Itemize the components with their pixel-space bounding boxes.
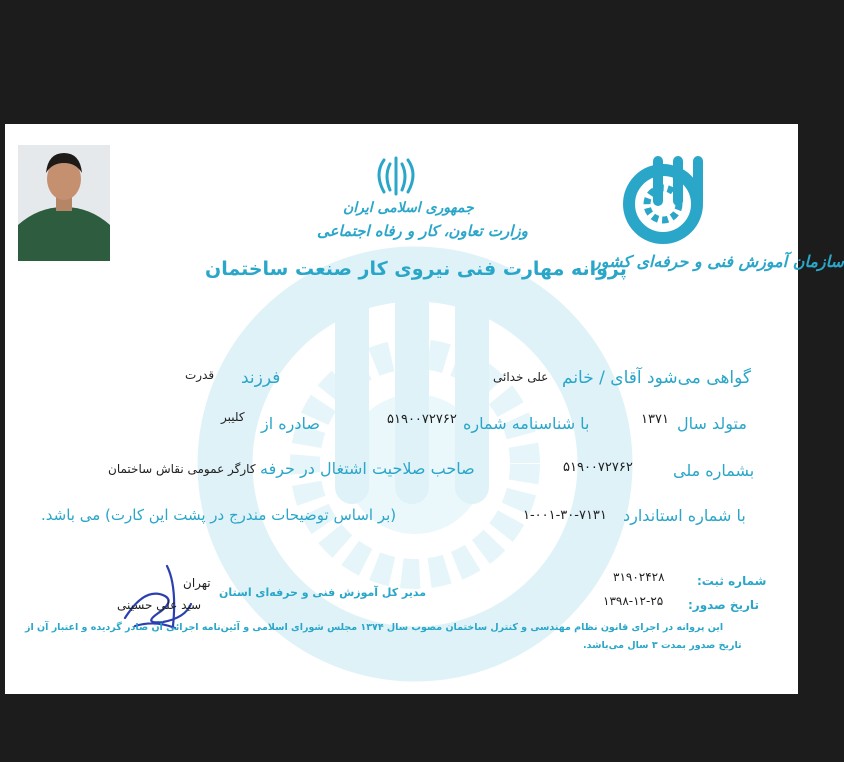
ministry-title: وزارت تعاون، کار و رفاه اجتماعی: [317, 222, 528, 240]
certify-label: گواهی می‌شود آقای / خانم: [562, 368, 752, 388]
born-year-label: متولد سال: [677, 414, 747, 433]
organization-name: سازمان آموزش فنی و حرفه‌ای کشور: [593, 252, 844, 271]
iran-emblem-icon: [372, 154, 420, 198]
issue-date: ۱۳۹۸-۱۲-۲۵: [603, 594, 664, 608]
standard-note: (بر اساس توضیحات مندرج در پشت این کارت) می باشد.: [41, 506, 397, 524]
standard-label: با شماره استاندارد: [623, 506, 746, 525]
holder-photo: [18, 145, 110, 261]
born-year: ۱۳۷۱: [641, 412, 669, 427]
republic-title: جمهوری اسلامی ایران: [343, 200, 474, 216]
issued-from: کلیبر: [221, 410, 245, 424]
reg-number-label: شماره ثبت:: [697, 574, 767, 588]
id-number-label: با شناسنامه شماره: [463, 414, 590, 433]
holder-name: علی خدائی: [493, 370, 549, 384]
child-of-label: فرزند: [241, 368, 281, 388]
national-id-label: بشماره ملی: [673, 461, 755, 480]
id-number: ۵۱۹۰۰۷۲۷۶۲: [387, 412, 457, 427]
father-name: قدرت: [185, 368, 215, 382]
certificate-title: پروانه مهارت فنی نیروی کار صنعت ساختمان: [205, 258, 627, 280]
certificate-card: [5, 124, 844, 694]
person-photo-icon: [18, 145, 110, 261]
bottom-frame: [0, 694, 800, 762]
reg-number: ۳۱۹۰۲۴۲۸: [613, 570, 665, 584]
profession: کارگر عمومی نقاش ساختمان: [108, 462, 256, 476]
director-name: سید علی حسینی: [117, 598, 202, 612]
national-id: ۵۱۹۰۰۷۲۷۶۲: [563, 460, 633, 475]
issuing-city: تهران: [183, 576, 211, 590]
competence-label: صاحب صلاحیت اشتغال در حرفه: [260, 459, 475, 478]
director-title: مدیر کل آموزش فنی و حرفه‌ای استان: [219, 586, 427, 599]
issue-date-label: تاریخ صدور:: [688, 598, 759, 612]
legal-note-line-2: تاریخ صدور بمدت ۳ سال می‌باشد.: [583, 640, 742, 651]
issued-from-label: صادره از: [261, 414, 320, 433]
tvto-logo-icon: [613, 152, 723, 244]
standard-number: ۱-۰۰۱-۳۰-۷۱۳۱: [523, 508, 607, 523]
legal-note-line-1: این پروانه در اجرای قانون نظام مهندسی و کنترل ساختمان مصوب سال ۱۳۷۴ مجلس شورای اسلامی و آئین‌نامه اجرائی آن صادر گردیده و اعتبار آن از: [25, 622, 724, 633]
